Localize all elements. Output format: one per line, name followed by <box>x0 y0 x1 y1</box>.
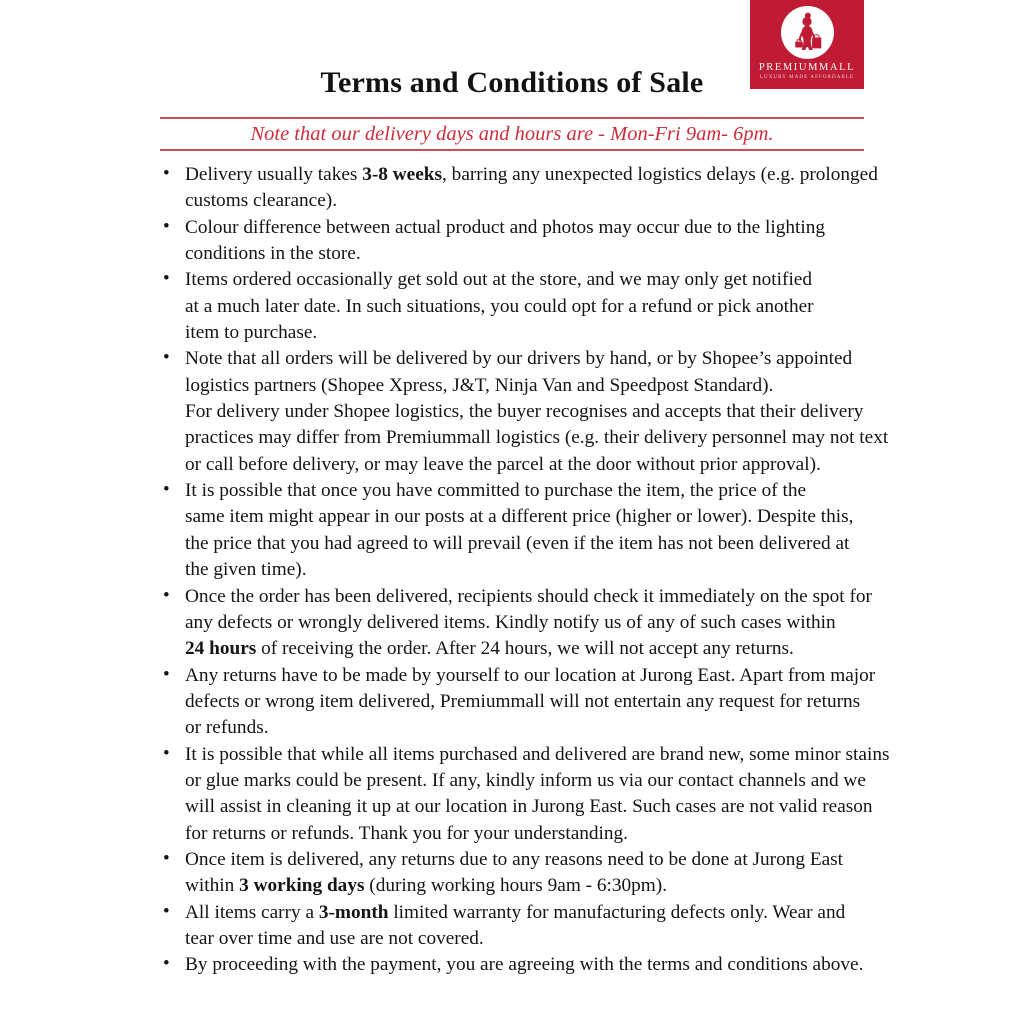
woman-shopper-icon <box>786 11 828 58</box>
term-item: • Once the order has been delivered, recipients should check it immediately on the spot for any defects or wrongly delivered items. Kindly notify us of any of such cases within 24 hours of receiving the order. After 24 hours, we will not accept any returns. <box>160 584 920 663</box>
logo-wordmark: PREMIUMMALL <box>758 62 856 73</box>
term-item: • Items ordered occasionally get sold out at the store, and we may only get notified at a much later date. In such situations, you could opt for a refund or pick another item to purchase. <box>160 267 920 346</box>
term-item: • All items carry a 3-month limited warranty for manufacturing defects only. Wear and tear over time and use are not covered. <box>160 900 920 953</box>
term-item: • It is possible that while all items purchased and delivered are brand new, some minor stains or glue marks could be present. If any, kindly inform us via our contact channels and we will assist in cleaning it up at our location in Jurong East. Such cases are not valid reason for returns or refunds. Thank you for your understanding. <box>160 742 920 847</box>
term-item: • It is possible that once you have committed to purchase the item, the price of the same item might appear in our posts at a different price (higher or lower). Despite this, the price that you had agreed to will prevail (even if the item has not been delivered at the given time). <box>160 478 920 583</box>
delivery-note-text: Note that our delivery days and hours are - Mon-Fri 9am- 6pm. <box>250 122 774 145</box>
term-item: • By proceeding with the payment, you are agreeing with the terms and conditions above. <box>160 952 920 978</box>
term-item: • Any returns have to be made by yourself to our location at Jurong East. Apart from major defects or wrong item delivered, Premiummall will not entertain any request for returns or refunds. <box>160 663 920 742</box>
delivery-note-band <box>160 117 864 151</box>
terms-list <box>160 162 920 979</box>
term-item: • Once item is delivered, any returns due to any reasons need to be done at Jurong East within 3 working days (during working hours 9am - 6:30pm). <box>160 847 920 900</box>
logo-circle <box>781 6 834 59</box>
term-item: • Delivery usually takes 3-8 weeks, barring any unexpected logistics delays (e.g. prolonged customs clearance). <box>160 162 920 215</box>
page-title: Terms and Conditions of Sale <box>320 66 704 99</box>
term-item: • Colour difference between actual product and photos may occur due to the lighting conditions in the store. <box>160 215 920 268</box>
logo-tagline: LUXURY MADE AFFORDABLE <box>759 75 855 80</box>
term-item: • Note that all orders will be delivered by our drivers by hand, or by Shopee’s appointed logistics partners (Shopee Xpress, J&T, Ninja Van and Speedpost Standard). For delivery under Shopee logistics, the buyer recognises and accepts that their delivery practices may differ from Premiummall logistics (e.g. their delivery personnel may not text or call before delivery, or may leave the parcel at the door without prior approval). <box>160 346 920 478</box>
